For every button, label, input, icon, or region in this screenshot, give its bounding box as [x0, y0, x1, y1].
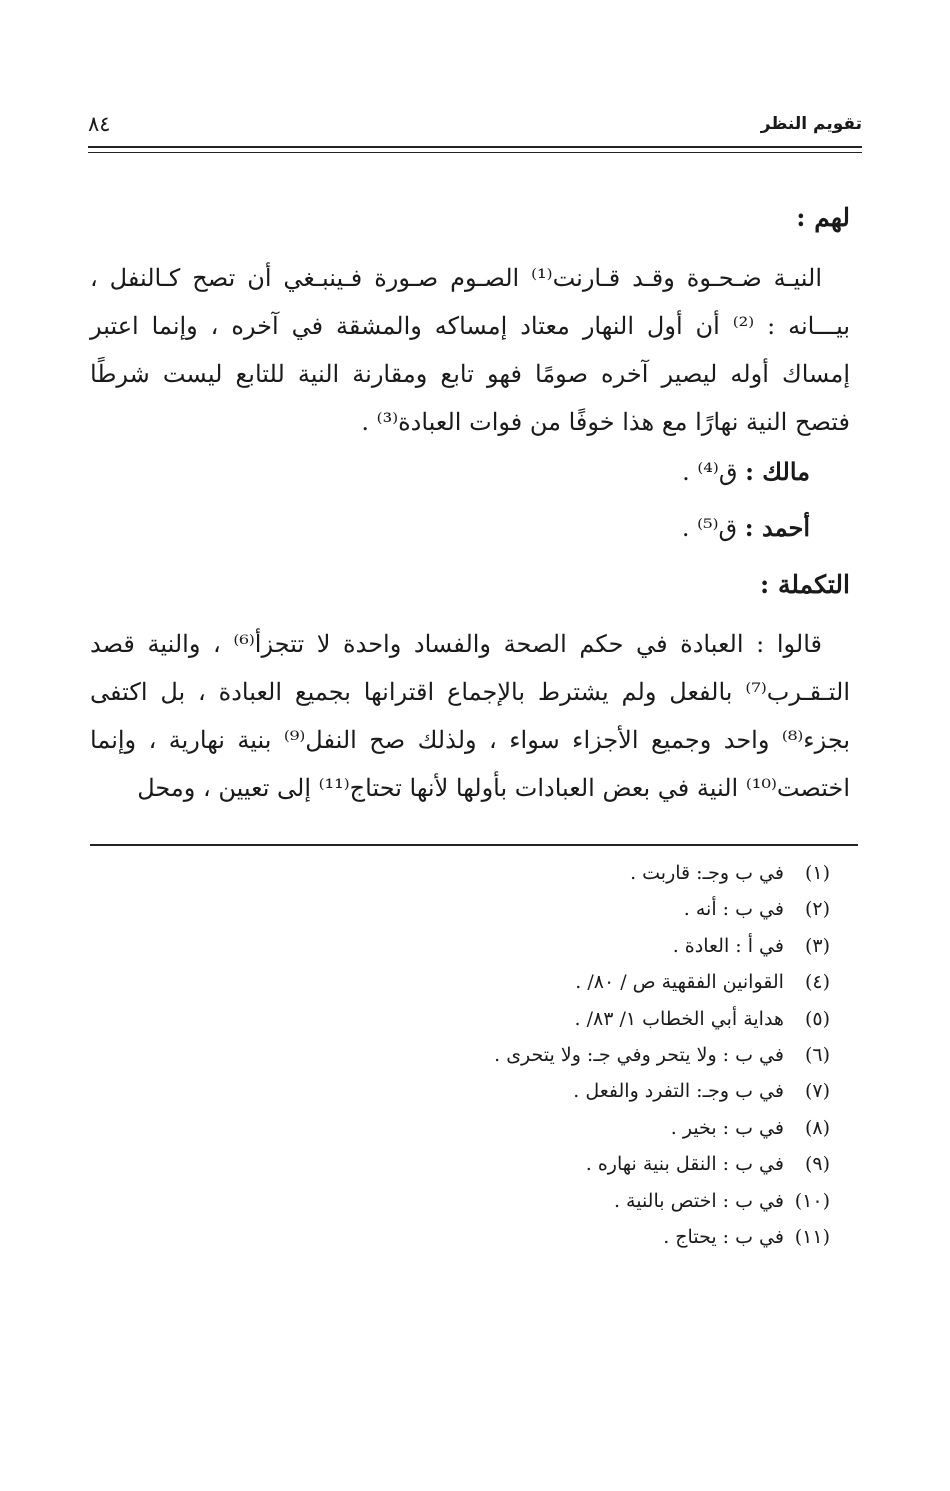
- footnote: [90, 1184, 830, 1220]
- footnote: [90, 929, 830, 965]
- footnote: [90, 1220, 830, 1256]
- page-header: [88, 112, 862, 142]
- item-ahmad: [90, 502, 850, 558]
- footnote-text: القوانين الفقهية ص / ٨٠/ .: [575, 971, 784, 994]
- header-rule-thin: [88, 152, 862, 153]
- heading-takmila: التكملة :: [760, 570, 850, 599]
- footnote-number: (٧): [804, 1080, 830, 1103]
- footnote: [90, 1038, 830, 1074]
- item-ahmad-text: ق⁽⁵⁾ .: [681, 514, 738, 542]
- footnote-number: (١): [804, 862, 830, 884]
- header-rule-thick: [88, 146, 862, 148]
- item-malik-label: مالك :: [745, 457, 810, 486]
- footnote-number: (٣): [804, 934, 830, 957]
- footnote-number: (٤): [804, 971, 830, 994]
- footnote-number: (١١): [794, 1225, 830, 1248]
- footnote-text: في ب : النقل بنية نهاره .: [585, 1153, 784, 1176]
- footnotes: [90, 856, 830, 1256]
- footnote-text: في ب وجـ: قاربت .: [630, 862, 784, 884]
- footnote-text: في ب : أنه .: [683, 898, 784, 921]
- heading-lahum: لهم :: [796, 203, 850, 232]
- main-text: [90, 196, 850, 812]
- footnote-number: (١٠): [794, 1189, 830, 1212]
- item-malik-text: ق⁽⁴⁾ .: [682, 458, 738, 486]
- footnote-text: في ب وجـ: التفرد والفعل .: [573, 1080, 784, 1103]
- item-ahmad-label: أحمد :: [744, 513, 810, 542]
- footnote-number: (٥): [804, 1007, 830, 1030]
- footnote-number: (٨): [804, 1116, 830, 1139]
- footnote: [90, 1147, 830, 1183]
- page-number: ٨٤: [88, 112, 111, 136]
- footnote-text: في ب : ولا يتحر وفي جـ: ولا يتحرى .: [494, 1043, 784, 1066]
- footnote: [90, 965, 830, 1001]
- footnote: [90, 1111, 830, 1147]
- footnote-number: (٢): [804, 898, 830, 921]
- footnote: [90, 892, 830, 928]
- item-malik: [90, 446, 850, 502]
- paragraph-2: قالوا : العبادة في حكم الصحة والفساد واحدة لا تتجزأ⁽⁶⁾ ، والنية قصد التـقـرب⁽⁷⁾ بالفعل ولم يشترط بالإجماع اقترانها بجميع العبادة ، بل اكتفى بجزء⁽⁸⁾ واحد وجميع الأجزاء سواء ، ولذلك صح النفل⁽⁹⁾ بنية نهارية ، وإنما اختصت⁽¹⁰⁾ النية في بعض العبادات بأولها لأنها تحتاج⁽¹¹⁾ إلى تعيين ، ومحل: [90, 630, 850, 802]
- paragraph-1: النيـة ضـحـوة وقـد قـارنت⁽¹⁾ الصـوم صـورة فـينبـغي أن تصح كـالنفل ، بيـــانه : ⁽²⁾ أن أول النهار معتاد إمساكه والمشقة في آخره ، وإنما اعتبر إمساك أوله ليصير آخره صومًا فهو تابع ومقارنة النية للتابع ليست شرطًا فتصح النية نهارًا مع هذا خوفًا من فوات العبادة⁽³⁾ .: [90, 264, 850, 436]
- footnote-text: في ب : بخير .: [670, 1116, 784, 1139]
- footnote: [90, 1002, 830, 1038]
- footnote-text: في أ : العادة .: [672, 934, 784, 957]
- footnote: [90, 856, 830, 892]
- footnote-text: هداية أبي الخطاب ١/ ٨٣/ .: [574, 1007, 784, 1030]
- footnote-number: (٩): [804, 1153, 830, 1176]
- footnote-rule: [90, 844, 858, 846]
- footnote: [90, 1074, 830, 1110]
- footnote-number: (٦): [804, 1043, 830, 1066]
- running-title: تقويم النظر: [760, 114, 862, 134]
- footnote-text: في ب : يحتاج .: [663, 1225, 784, 1248]
- footnote-text: في ب : اختص بالنية .: [613, 1189, 784, 1212]
